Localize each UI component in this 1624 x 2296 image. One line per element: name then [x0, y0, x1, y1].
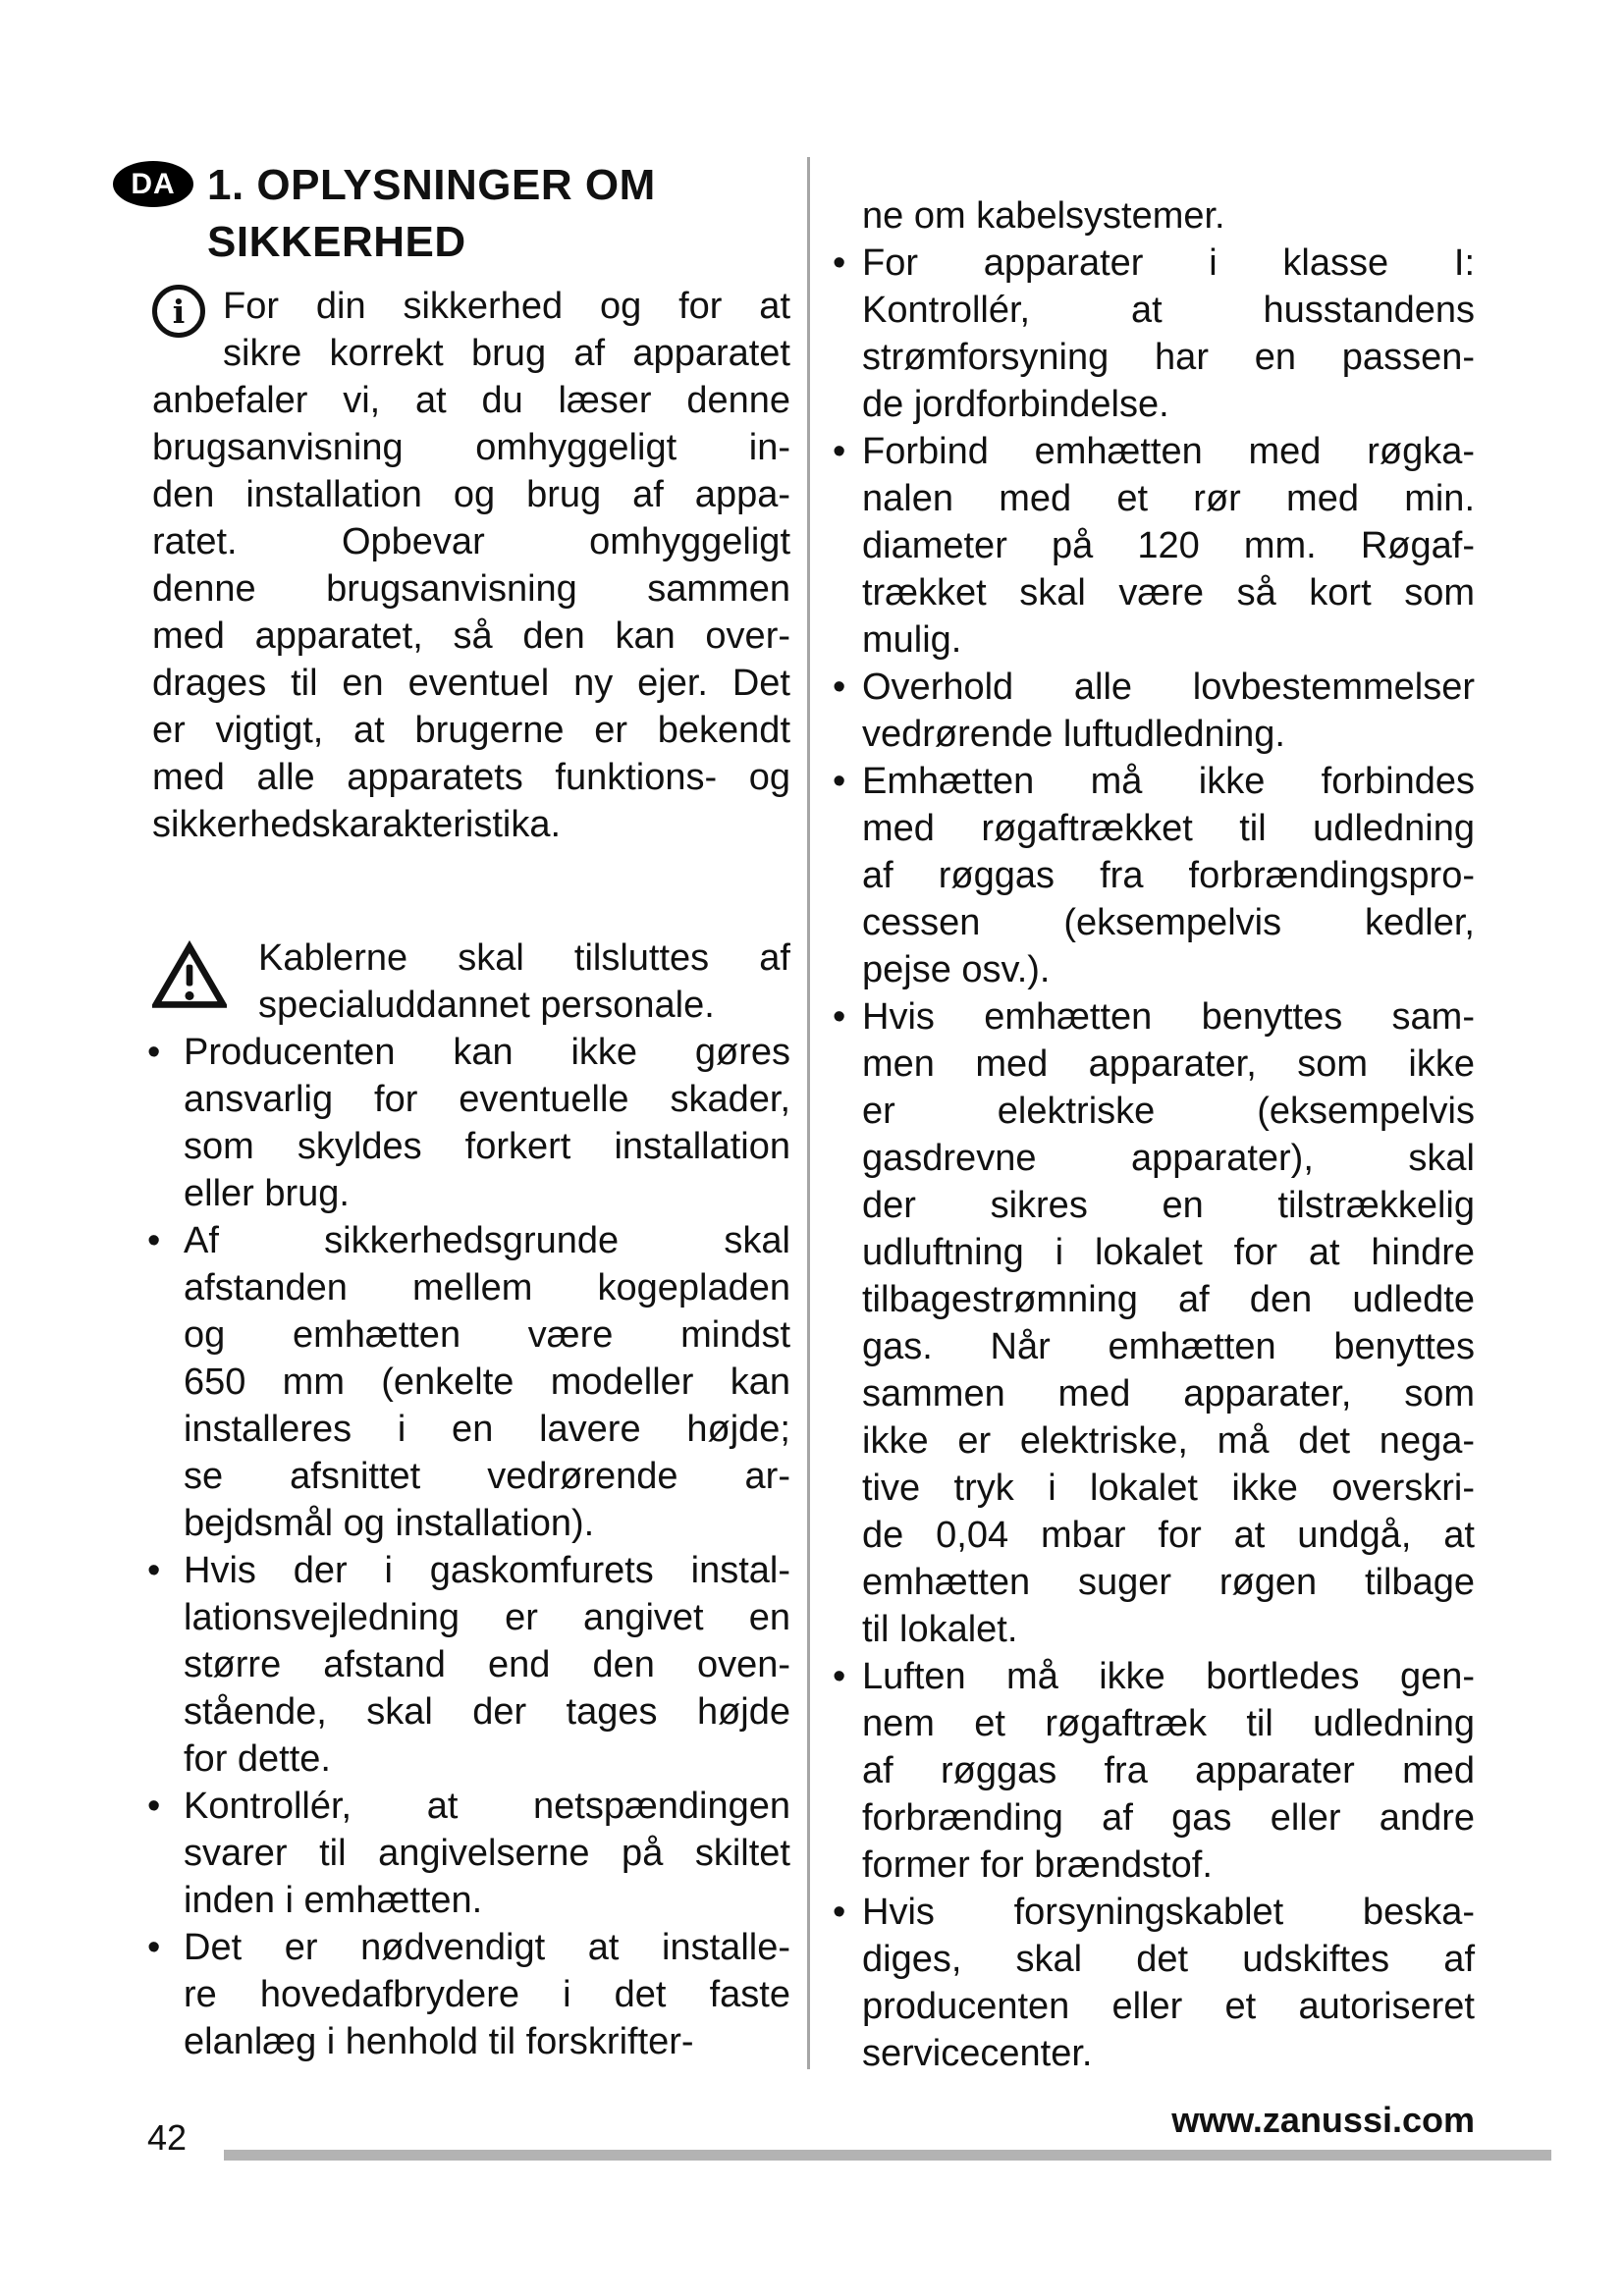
list-item-text [862, 1889, 1475, 2077]
info-icon: i [152, 285, 205, 338]
text-line: ne om kabelsystemer. [862, 195, 1225, 237]
text-line: inden i emhætten. [184, 1880, 483, 1921]
bullet-icon: • [147, 1032, 161, 1073]
list-item [833, 1653, 1475, 1889]
bullet-icon: • [833, 1892, 846, 1933]
list-item [103, 1547, 790, 1783]
text-line: svarer til angivelserne på skiltet [184, 1833, 790, 1874]
text-line: Kablerne skal tilsluttes af [258, 937, 790, 979]
bullet-icon: • [147, 1550, 161, 1591]
text-line: er elektriske (eksempelvis [862, 1091, 1475, 1132]
text-line: af røggas fra forbrændingspro- [862, 855, 1475, 896]
text-line: men med apparater, som ikke [862, 1043, 1475, 1085]
text-line: Det er nødvendigt at installe- [184, 1927, 790, 1968]
text-line: eller brug. [184, 1173, 350, 1214]
text-line: den installation og brug af appa- [152, 474, 790, 515]
text-line: tive tryk i lokalet ikke overskri- [862, 1468, 1475, 1509]
text-line: ikke er elektriske, må det nega- [862, 1420, 1475, 1462]
text-line: cessen (eksempelvis kedler, [862, 902, 1475, 943]
list-item [833, 758, 1475, 993]
section-title-line1: 1. OPLYSNINGER OM [207, 161, 656, 209]
text-line: med alle apparatets funktions- og [152, 757, 790, 798]
text-line: lationsvejledning er angivet en [184, 1597, 790, 1638]
list-item-text [862, 758, 1475, 993]
list-item [103, 1217, 790, 1547]
text-line: vedrørende luftudledning. [862, 714, 1285, 755]
website-url: www.zanussi.com [1171, 2100, 1475, 2140]
text-line: elanlæg i henhold til forskrifter- [184, 2021, 694, 2062]
text-line: der sikres en tilstrækkelig [862, 1185, 1475, 1226]
text-line: diameter på 120 mm. Røgaf- [862, 525, 1475, 566]
safety-list-right [833, 240, 1475, 2077]
text-line: denne brugsanvisning sammen [152, 568, 790, 610]
text-line: forbrænding af gas eller andre [862, 1797, 1475, 1839]
text-line: mulig. [862, 619, 962, 661]
bullet-icon: • [147, 1220, 161, 1261]
text-line: gas. Når emhætten benyttes [862, 1326, 1475, 1367]
text-line: sikkerhedskarakteristika. [152, 804, 562, 845]
warning-paragraph [152, 934, 790, 1029]
list-item-text [184, 1783, 790, 1924]
bullet-icon: • [147, 1786, 161, 1827]
text-line: Af sikkerhedsgrunde skal [184, 1220, 790, 1261]
text-line: Producenten kan ikke gøres [184, 1032, 790, 1073]
list-item [833, 428, 1475, 664]
bullet-icon: • [833, 242, 846, 284]
list-item-text [184, 1547, 790, 1783]
text-line: Emhætten må ikke forbindes [862, 761, 1475, 802]
text-line: Hvis emhætten benyttes sam- [862, 996, 1475, 1038]
intro-text [152, 283, 790, 848]
section-header [103, 157, 790, 271]
text-line: Overhold alle lovbestemmelser [862, 667, 1475, 708]
list-item-text [862, 428, 1475, 664]
text-line: For apparater i klasse I: [862, 242, 1475, 284]
text-line: diges, skal det udskiftes af [862, 1939, 1475, 1980]
text-line: strømforsyning har en passen- [862, 337, 1475, 378]
text-line: anbefaler vi, at du læser denne [152, 380, 790, 421]
warning-text [152, 934, 790, 1029]
page-number: 42 [147, 2117, 188, 2158]
text-line: brugsanvisning omhyggeligt in- [152, 427, 790, 468]
text-line: nalen med et rør med min. [862, 478, 1475, 519]
text-line: Hvis forsyningskablet beska- [862, 1892, 1475, 1933]
text-line: gasdrevne apparater), skal [862, 1138, 1475, 1179]
text-line: producenten eller et autoriseret [862, 1986, 1475, 2027]
text-line: af røggas fra apparater med [862, 1750, 1475, 1791]
text-line: former for brændstof. [862, 1844, 1213, 1886]
list-item-text [862, 993, 1475, 1653]
text-line: installeres i en lavere højde; [184, 1409, 790, 1450]
language-badge: DA [113, 161, 193, 207]
bullet-icon: • [833, 667, 846, 708]
text-line: udluftning i lokalet for at hindre [862, 1232, 1475, 1273]
list-item [103, 1783, 790, 1924]
section-title-line2: SIKKERHED [207, 218, 466, 266]
list-item [103, 1924, 790, 2065]
text-line: drages til en eventuel ny ejer. Det [152, 663, 790, 704]
text-line: se afsnittet vedrørende ar- [184, 1456, 790, 1497]
bullet-icon: • [833, 761, 846, 802]
text-line: re hovedafbrydere i det faste [184, 1974, 790, 2015]
continuation-paragraph [833, 192, 1475, 240]
text-line: trækket skal være så kort som [862, 572, 1475, 614]
list-item-text [184, 1924, 790, 2065]
list-item [833, 240, 1475, 428]
text-line: ratet. Opbevar omhyggeligt [152, 521, 790, 562]
text-line: stående, skal der tages højde [184, 1691, 790, 1733]
text-line: de 0,04 mbar for at undgå, at [862, 1515, 1475, 1556]
text-line: større afstand end den oven- [184, 1644, 790, 1685]
text-line: For din sikkerhed og for at [223, 286, 790, 327]
list-item [103, 1029, 790, 1217]
list-item-text [862, 240, 1475, 428]
list-item-text [184, 1217, 790, 1547]
bullet-icon: • [833, 996, 846, 1038]
bullet-icon: • [147, 1927, 161, 1968]
safety-list-left [103, 1029, 790, 2065]
text-line: sammen med apparater, som [862, 1373, 1475, 1415]
text-line: emhætten suger røgen tilbage [862, 1562, 1475, 1603]
list-item [833, 1889, 1475, 2077]
list-item [833, 993, 1475, 1653]
text-line: afstanden mellem kogepladen [184, 1267, 790, 1308]
text-line: 650 mm (enkelte modeller kan [184, 1362, 790, 1403]
list-item-text [862, 1653, 1475, 1889]
list-item-text [862, 664, 1475, 758]
text-line: Luften må ikke bortledes gen- [862, 1656, 1475, 1697]
text-line: sikre korrekt brug af apparatet [223, 333, 790, 374]
text-line: er vigtigt, at brugerne er bekendt [152, 710, 790, 751]
warning-triangle-icon [152, 940, 227, 1011]
column-divider [807, 157, 810, 2069]
text-line: for dette. [184, 1738, 331, 1780]
list-item [833, 664, 1475, 758]
text-line: de jordforbindelse. [862, 384, 1169, 425]
text-line: ansvarlig for eventuelle skader, [184, 1079, 790, 1120]
text-line: specialuddannet personale. [258, 985, 715, 1026]
text-line: bejdsmål og installation). [184, 1503, 595, 1544]
text-line: pejse osv.). [862, 949, 1051, 990]
section-title [207, 157, 656, 271]
list-item-text [184, 1029, 790, 1217]
intro-paragraph [152, 283, 790, 848]
text-line: til lokalet. [862, 1609, 1018, 1650]
bullet-icon: • [833, 431, 846, 472]
text-line: tilbagestrømning af den udledte [862, 1279, 1475, 1320]
text-line: servicecenter. [862, 2033, 1093, 2074]
text-line: med røgaftrækket til udledning [862, 808, 1475, 849]
text-line: og emhætten være mindst [184, 1314, 790, 1356]
text-line: Kontrollér, at netspændingen [184, 1786, 790, 1827]
left-column [103, 157, 790, 2065]
text-line: Kontrollér, at husstandens [862, 290, 1475, 331]
text-line: nem et røgaftræk til udledning [862, 1703, 1475, 1744]
text-line: Hvis der i gaskomfurets instal- [184, 1550, 790, 1591]
text-line: som skyldes forkert installation [184, 1126, 790, 1167]
footer-rule [224, 2150, 1551, 2161]
bullet-icon: • [833, 1656, 846, 1697]
text-line: Forbind emhætten med røgka- [862, 431, 1475, 472]
right-column [833, 192, 1475, 2077]
text-line: med apparatet, så den kan over- [152, 615, 790, 657]
